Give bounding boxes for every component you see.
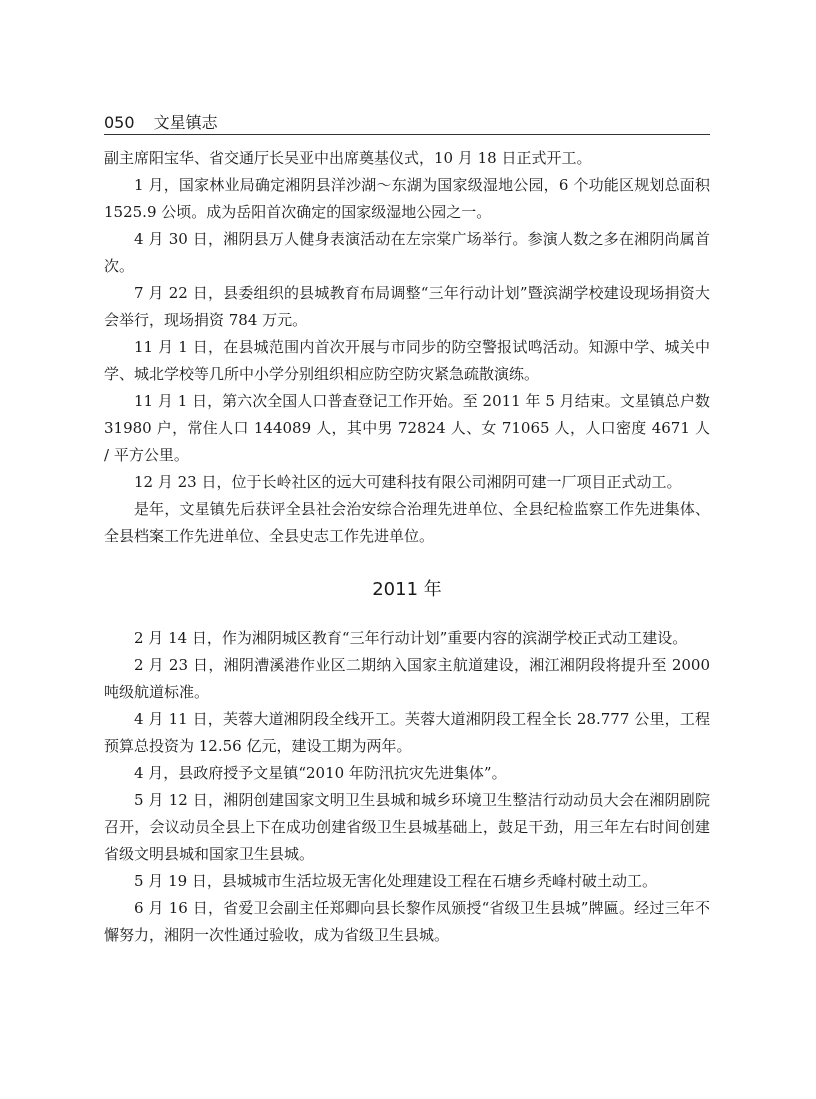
paragraph: 4 月 11 日，芙蓉大道湘阴段全线开工。芙蓉大道湘阴段工程全长 28.777 公里，工程预算总投资为 12.56 亿元，建设工期为两年。 xyxy=(104,710,710,755)
paragraph: 12 月 23 日，位于长岭社区的远大可建科技有限公司湘阴可建一厂项目正式动工。 xyxy=(134,473,682,491)
section-title: 2011 年 xyxy=(372,579,442,600)
page-header xyxy=(104,112,710,135)
paragraph: 4 月，县政府授予文星镇“2010 年防汛抗灾先进集体”。 xyxy=(134,764,507,782)
paragraph: 7 月 22 日，县委组织的县城教育布局调整“三年行动计划”暨滨湖学校建设现场捐资大会举行，现场捐资 784 万元。 xyxy=(104,284,710,329)
paragraph: 11 月 1 日，第六次全国人口普查登记工作开始。至 2011 年 5 月结束。文星镇总户数 31980 户，常住人口 144089 人，其中男 72824 人、女 71065 人，人口密度 4671 人 / 平方公里。 xyxy=(104,392,710,464)
page-content xyxy=(104,145,710,949)
paragraph: 1 月，国家林业局确定湘阴县洋沙湖～东湖为国家级湿地公园，6 个功能区规划总面积 1525.9 公顷。成为岳阳首次确定的国家级湿地公园之一。 xyxy=(104,176,710,221)
page-number: 050 xyxy=(104,113,135,132)
paragraph: 是年，文星镇先后获评全县社会治安综合治理先进单位、全县纪检监察工作先进集体、全县档案工作先进单位、全县史志工作先进单位。 xyxy=(104,500,710,545)
paragraph: 2 月 14 日，作为湘阴城区教育“三年行动计划”重要内容的滨湖学校正式动工建设。 xyxy=(134,629,688,647)
paragraph: 6 月 16 日，省爱卫会副主任郑卿向县长黎作凤颁授“省级卫生县城”牌匾。经过三年不懈努力，湘阴一次性通过验收，成为省级卫生县城。 xyxy=(104,899,710,944)
paragraph: 5 月 19 日，县城城市生活垃圾无害化处理建设工程在石塘乡秃峰村破土动工。 xyxy=(134,872,657,890)
paragraph: 副主席阳宝华、省交通厅长吴亚中出席奠基仪式，10 月 18 日正式开工。 xyxy=(104,149,592,167)
paragraph: 11 月 1 日，在县城范围内首次开展与市同步的防空警报试鸣活动。知源中学、城关中学、城北学校等几所中小学分别组织相应防空防灾紧急疏散演练。 xyxy=(104,338,710,383)
paragraph: 2 月 23 日，湘阴漕溪港作业区二期纳入国家主航道建设，湘江湘阴段将提升至 2000 吨级航道标准。 xyxy=(104,656,710,701)
paragraph: 4 月 30 日，湘阴县万人健身表演活动在左宗棠广场举行。参演人数之多在湘阴尚属首次。 xyxy=(104,230,710,275)
paragraph: 5 月 12 日，湘阴创建国家文明卫生县城和城乡环境卫生整洁行动动员大会在湘阴剧院召开，会议动员全县上下在成功创建省级卫生县城基础上，鼓足干劲，用三年左右时间创建省级文明县城和国家卫生县城。 xyxy=(104,791,710,863)
book-title: 文星镇志 xyxy=(153,113,218,132)
